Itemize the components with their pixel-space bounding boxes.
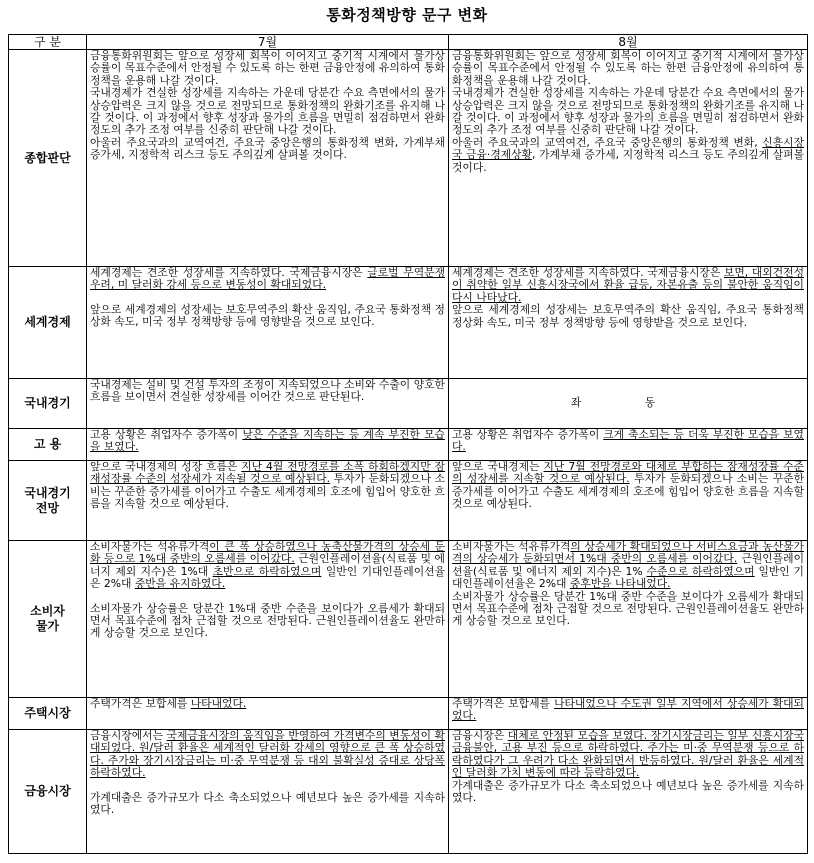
cell-world-july: 세계경제는 견조한 성장세를 지속하였다. 국제금융시장은 글로벌 무역분쟁 우려, 미 달러화 강세 등으로 변동성이 확대되었다. 앞으로 세계경제의 성장세는 보호무역주의 확산 움직임, 주요국 통화정책 정상화 속도, 미국 정부 정책방향 등에 영향받을 것으로 보인다. bbox=[87, 267, 449, 379]
cell-outlook-august: 앞으로 국내경제는 지난 7월 전망경로와 대체로 부합하는 잠재성장률 수준의 성장세를 지속할 것으로 예상된다. 투자가 둔화되겠으나 소비는 꾸준한 증가세를 이어가고 수출도 세계경제의 호조에 힘입어 양호한 흐름을 지속할 것으로 예상된다. bbox=[449, 461, 808, 541]
row-housing bbox=[9, 698, 808, 730]
row-label-domestic: 국내경기 bbox=[9, 379, 87, 429]
row-label-overall: 종합판단 bbox=[9, 50, 87, 267]
header-august: 8월 bbox=[449, 35, 808, 50]
row-employment bbox=[9, 429, 808, 461]
cell-domestic-august: 좌 동 bbox=[449, 379, 808, 429]
header-july: 7월 bbox=[87, 35, 449, 50]
cell-housing-july: 주택가격은 보합세를 나타내었다. bbox=[87, 698, 449, 730]
cell-cpi-august: 소비자물가는 석유류가격의 상승세가 확대되었으나 서비스요금과 농산물가격의 상승세가 둔화되면서 1%대 중반의 오름세를 이어갔다. 근원인플레이션율(식료품 및 에너지 제외 지수)은 1% 수준으로 하락하였으며 일반인 기대인플레이션율은 2%대 중후반을 나타내었다. 소비자물가 상승률은 당분간 1%대 중반 수준을 보이다가 오름세가 확대되면서 목표수준에 점차 근접할 것으로 전망된다. 근원인플레이션율도 완만하게 상승할 것으로 보인다. bbox=[449, 541, 808, 698]
row-financial bbox=[9, 730, 808, 854]
cell-outlook-july: 앞으로 국내경제의 성장 흐름은 지난 4월 전망경로를 소폭 하회하겠지만 잠재성장률 수준의 성장세가 지속될 것으로 예상된다. 투자가 둔화되겠으나 소비는 꾸준한 증가세를 이어가고 수출도 세계경제의 호조에 힘입어 양호한 흐름을 지속할 것으로 예상된다. bbox=[87, 461, 449, 541]
cell-overall-august: 금융통화위원회는 앞으로 성장세 회복이 이어지고 중기적 시계에서 물가상승률이 목표수준에서 안정될 수 있도록 하는 한편 금융안정에 유의하여 통화정책을 운용해 나갈 것이다. 국내경제가 견실한 성장세를 지속하는 가운데 당분간 수요 측면에서의 물가상승압력은 크지 않을 것으로 전망되므로 통화정책의 완화기조를 유지해 나갈 것이다. 이 과정에서 향후 성장과 물가의 흐름을 면밀히 점검하면서 완화정도의 추가 조정 여부를 신중히 판단해 나갈 것이다. 아울러 주요국과의 교역여건, 주요국 중앙은행의 통화정책 변화, 신흥시장국 금융·경제상황, 가계부채 증가세, 지정학적 리스크 등도 주의깊게 살펴볼 것이다. bbox=[449, 50, 808, 267]
cell-housing-august: 주택가격은 보합세를 나타내었으나 수도권 일부 지역에서 상승세가 확대되었다. bbox=[449, 698, 808, 730]
row-overall bbox=[9, 50, 808, 267]
row-world bbox=[9, 267, 808, 379]
row-label-financial: 금융시장 bbox=[9, 730, 87, 854]
cell-employment-july: 고용 상황은 취업자수 증가폭이 낮은 수준을 지속하는 등 계속 부진한 모습을 보였다. bbox=[87, 429, 449, 461]
cell-financial-july: 금융시장에서는 국제금융시장의 움직임을 반영하여 가격변수의 변동성이 확대되었다. 원/달러 환율은 세계적인 달러화 강세의 영향으로 큰 폭 상승하였다. 주가와 장기시장금리는 미·중 무역분쟁 등 대외 불확실성 증대로 상당폭 하락하였다. 가계대출은 증가규모가 다소 축소되었으나 예년보다 높은 증가세를 지속하였다. bbox=[87, 730, 449, 854]
cell-domestic-july: 국내경제는 설비 및 건설 투자의 조정이 지속되었으나 소비와 수출이 양호한 흐름을 보이면서 견실한 성장세를 이어간 것으로 판단된다. bbox=[87, 379, 449, 429]
page-title: 통화정책방향 문구 변화 bbox=[326, 6, 488, 24]
row-label-cpi: 소비자 물가 bbox=[9, 541, 87, 698]
row-label-housing: 주택시장 bbox=[9, 698, 87, 730]
cell-financial-august: 금융시장은 대체로 안정된 모습을 보였다. 장기시장금리는 일부 신흥시장국 금융불안, 고용 부진 등으로 하락하였다. 주가는 미·중 무역분쟁 등으로 하락하였다가 그 우려가 다소 완화되면서 반등하였다. 원/달러 환율은 세계적인 달러화 가치 변동에 따라 등락하였다. 가계대출은 증가규모가 다소 축소되었으나 예년보다 높은 증가세를 지속하였다. bbox=[449, 730, 808, 854]
cell-employment-august: 고용 상황은 취업자수 증가폭이 크게 축소되는 등 더욱 부진한 모습을 보였다. bbox=[449, 429, 808, 461]
cell-world-august: 세계경제는 견조한 성장세를 지속하였다. 국제금융시장은 보면, 대외건전성이 취약한 일부 신흥시장국에서 환율 급등, 자본유출 등의 불안한 움직임이 다시 나타났다. 앞으로 세계경제의 성장세는 보호무역주의 확산 움직임, 주요국 통화정책 정상화 속도, 미국 정부 정책방향 등에 영향받을 것으로 보인다. bbox=[449, 267, 808, 379]
row-label-world: 세계경제 bbox=[9, 267, 87, 379]
cell-overall-july: 금융통화위원회는 앞으로 성장세 회복이 이어지고 중기적 시계에서 물가상승률이 목표수준에서 안정될 수 있도록 하는 한편 금융안정에 유의하여 통화정책을 운용해 나갈 것이다. 국내경제가 견실한 성장세를 지속하는 가운데 당분간 수요 측면에서의 물가상승압력은 크지 않을 것으로 전망되므로 통화정책의 완화기조를 유지해 나갈 것이다. 이 과정에서 향후 성장과 물가의 흐름을 면밀히 점검하면서 완화정도의 추가 조정 여부를 신중히 판단해 나갈 것이다. 아울러 주요국과의 교역여건, 주요국 중앙은행의 통화정책 변화, 가계부채 증가세, 지정학적 리스크 등도 주의깊게 살펴볼 것이다. bbox=[87, 50, 449, 267]
row-cpi bbox=[9, 541, 808, 698]
header-category: 구 분 bbox=[9, 35, 87, 50]
row-label-outlook: 국내경기 전망 bbox=[9, 461, 87, 541]
row-label-employment: 고 용 bbox=[9, 429, 87, 461]
cell-cpi-july: 소비자물가는 석유류가격이 큰 폭 상승하였으나 농축산물가격의 상승세 둔화 등으로 1%대 중반의 오름세를 이어갔다. 근원인플레이션율(식료품 및 에너지 제외 지수)은 1%대 초반으로 하락하였으며 일반인 기대인플레이션율은 2%대 중반을 유지하였다. 소비자물가 상승률은 당분간 1%대 중반 수준을 보이다가 오름세가 확대되면서 목표수준에 점차 근접할 것으로 전망된다. 근원인플레이션율도 완만하게 상승할 것으로 보인다. bbox=[87, 541, 449, 698]
row-domestic bbox=[9, 379, 808, 429]
header-row bbox=[9, 35, 808, 50]
policy-comparison-table bbox=[8, 34, 808, 854]
row-outlook bbox=[9, 461, 808, 541]
